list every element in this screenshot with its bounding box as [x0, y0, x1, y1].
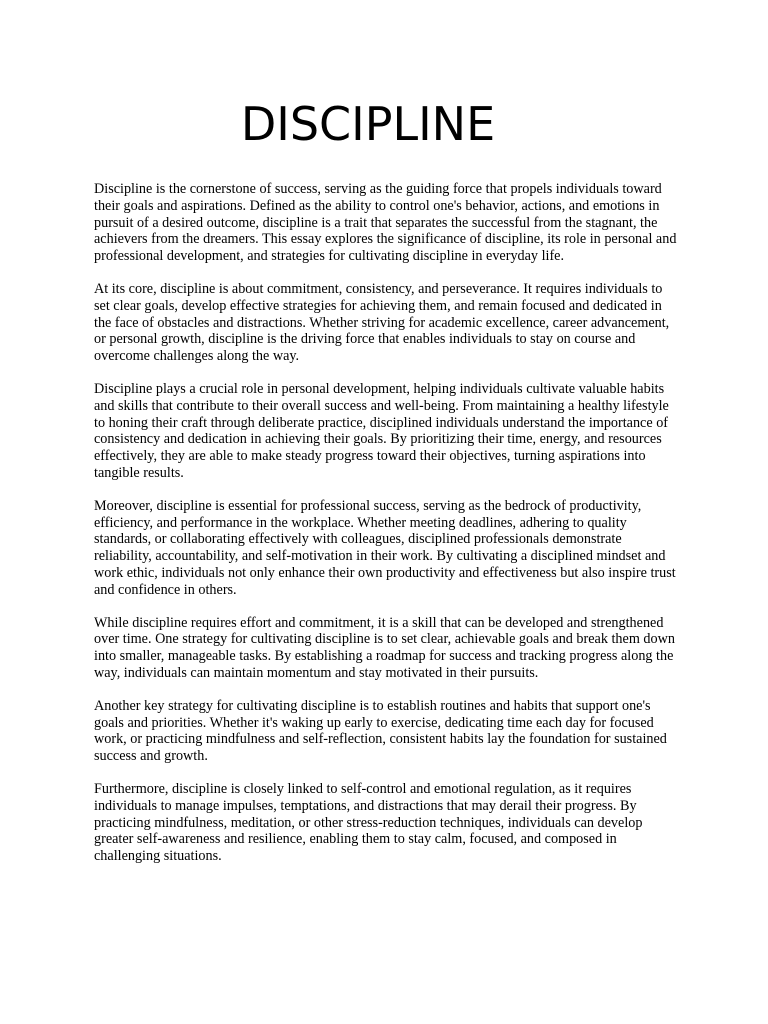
paragraph-2: At its core, discipline is about commitment, consistency, and perseverance. It requires individuals to set clear goals, develop effective strategies for achieving them, and remain focused and dedicated in the face of obstacles and distractions. Whether striving for academic excellence, career advancement, or personal growth, discipline is the driving force that enables individuals to stay on course and overcome challenges along the way. — [94, 280, 670, 365]
paragraph-5: While discipline requires effort and commitment, it is a skill that can be developed and strengthened over time. One strategy for cultivating discipline is to set clear, achievable goals and break them down into smaller, manageable tasks. By establishing a roadmap for success and tracking progress along the way, individuals can maintain momentum and stay motivated in their pursuits. — [94, 614, 675, 681]
paragraph-1: Discipline is the cornerstone of success, serving as the guiding force that propels individuals toward their goals and aspirations. Defined as the ability to control one's behavior, actions, and emotions in pursuit of a desired outcome, discipline is a trait that separates the successful from the stagnant, the achievers from the dreamers. This essay explores the significance of discipline, its role in personal and professional development, and strategies for cultivating discipline in everyday life. — [94, 181, 677, 265]
paragraph-7: Furthermore, discipline is closely linked to self-control and emotional regulation, as it requires individuals to manage impulses, temptations, and distractions that may derail their progress. By practicing mindfulness, meditation, or other stress-reduction techniques, individuals can develop greater self-awareness and resilience, enabling them to stay calm, focused, and composed in challenging situations. — [94, 780, 643, 865]
document-title: DISCIPLINE — [240, 97, 496, 151]
paragraph-6: Another key strategy for cultivating discipline is to establish routines and habits that support one's goals and priorities. Whether it's waking up early to exercise, dedicating time each day for focused work, or practicing mindfulness and self-reflection, consistent habits lay the foundation for sustained success and growth. — [94, 697, 667, 765]
paragraph-4: Moreover, discipline is essential for professional success, serving as the bedrock of productivity, efficiency, and performance in the workplace. Whether meeting deadlines, adhering to quality standards, or collaborating effectively with colleagues, disciplined professionals demonstrate reliability, accountability, and self-motivation in their work. By cultivating a disciplined mindset and work ethic, individuals not only enhance their own productivity and effectiveness but also inspire trust and confidence in others. — [94, 497, 676, 598]
document-body — [94, 181, 678, 881]
paragraph-3: Discipline plays a crucial role in personal development, helping individuals cultivate valuable habits and skills that contribute to their overall success and well-being. From maintaining a healthy lifestyle to honing their craft through deliberate practice, disciplined individuals understand the importance of consistency and dedication in achieving their goals. By prioritizing their time, energy, and resources effectively, they are able to make steady progress toward their objectives, turning aspirations into tangible results. — [94, 380, 669, 481]
